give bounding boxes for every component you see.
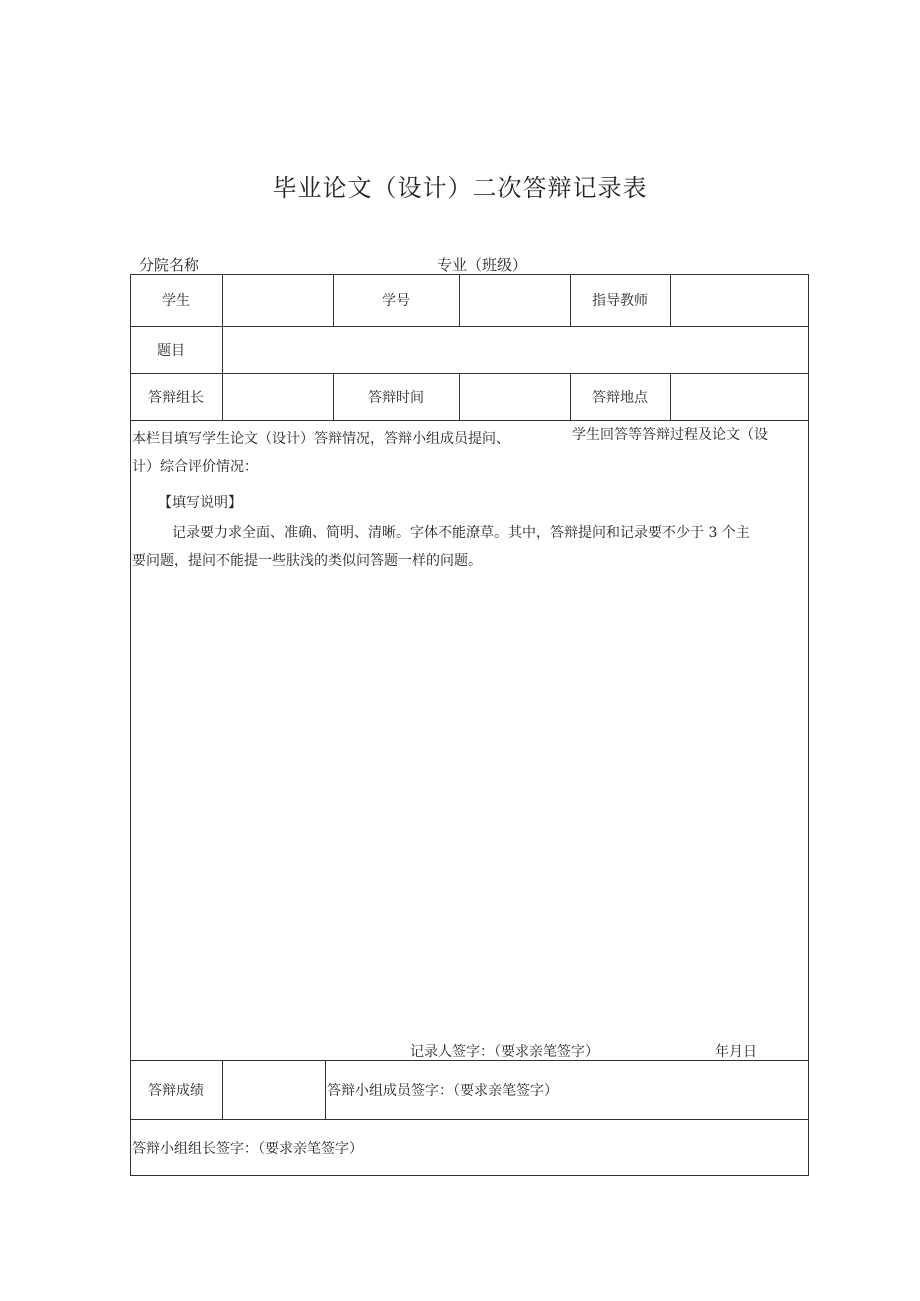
panel-leader-label: 答辩组长 — [148, 389, 204, 406]
student-field[interactable] — [223, 275, 333, 326]
defense-time-label: 答辩时间 — [368, 389, 424, 406]
recorder-signature: 记录人签字：（要求亲笔签字） — [410, 1044, 599, 1060]
topic-field[interactable] — [223, 327, 808, 373]
student-label: 学生 — [162, 293, 190, 309]
college-name-label: 分院名称 — [139, 256, 200, 274]
leader-signature: 答辩小组组长签字：（要求亲笔签字） — [132, 1141, 363, 1157]
student-id-label: 学号 — [382, 293, 410, 309]
record-content-area[interactable] — [131, 580, 808, 1020]
record-intro-line2: 计）综合评价情况： — [132, 459, 258, 475]
members-signature: 答辩小组成员签字：（要求亲笔签字） — [327, 1083, 558, 1099]
record-intro-line1-a: 本栏目填写学生论文（设计）答辩情况，答辩小组成员提问、 — [132, 431, 510, 447]
table-line — [130, 420, 809, 421]
defense-grade-label: 答辩成绩 — [148, 1082, 204, 1099]
advisor-field[interactable] — [671, 275, 808, 326]
table-line — [130, 1175, 809, 1176]
instructions-line2: 要问题，提问不能提一些肤浅的类似问答题一样的问题。 — [132, 553, 482, 569]
defense-grade-field[interactable] — [223, 1061, 325, 1119]
record-date-label: 年月日 — [715, 1044, 757, 1060]
advisor-label: 指导教师 — [592, 293, 648, 309]
record-intro-line1-b: 学生回答等答辩过程及论文（设 — [572, 427, 768, 443]
student-id-field[interactable] — [460, 275, 570, 326]
table-line — [325, 1060, 326, 1119]
instructions-heading: 【填写说明】 — [158, 495, 242, 511]
defense-time-field[interactable] — [460, 374, 570, 420]
topic-label: 题目 — [157, 342, 185, 359]
defense-place-label: 答辩地点 — [592, 389, 648, 406]
page-title: 毕业论文（设计）二次答辩记录表 — [272, 174, 648, 202]
instructions-line1: 记录要力求全面、准确、简明、清晰。字体不能潦草。其中，答辩提问和记录要不少于 3 个主 — [172, 525, 750, 541]
table-line — [808, 274, 809, 1176]
major-class-label: 专业（班级） — [437, 256, 528, 274]
defense-place-field[interactable] — [671, 374, 808, 420]
panel-leader-field[interactable] — [223, 374, 333, 420]
table-line — [130, 1119, 809, 1120]
